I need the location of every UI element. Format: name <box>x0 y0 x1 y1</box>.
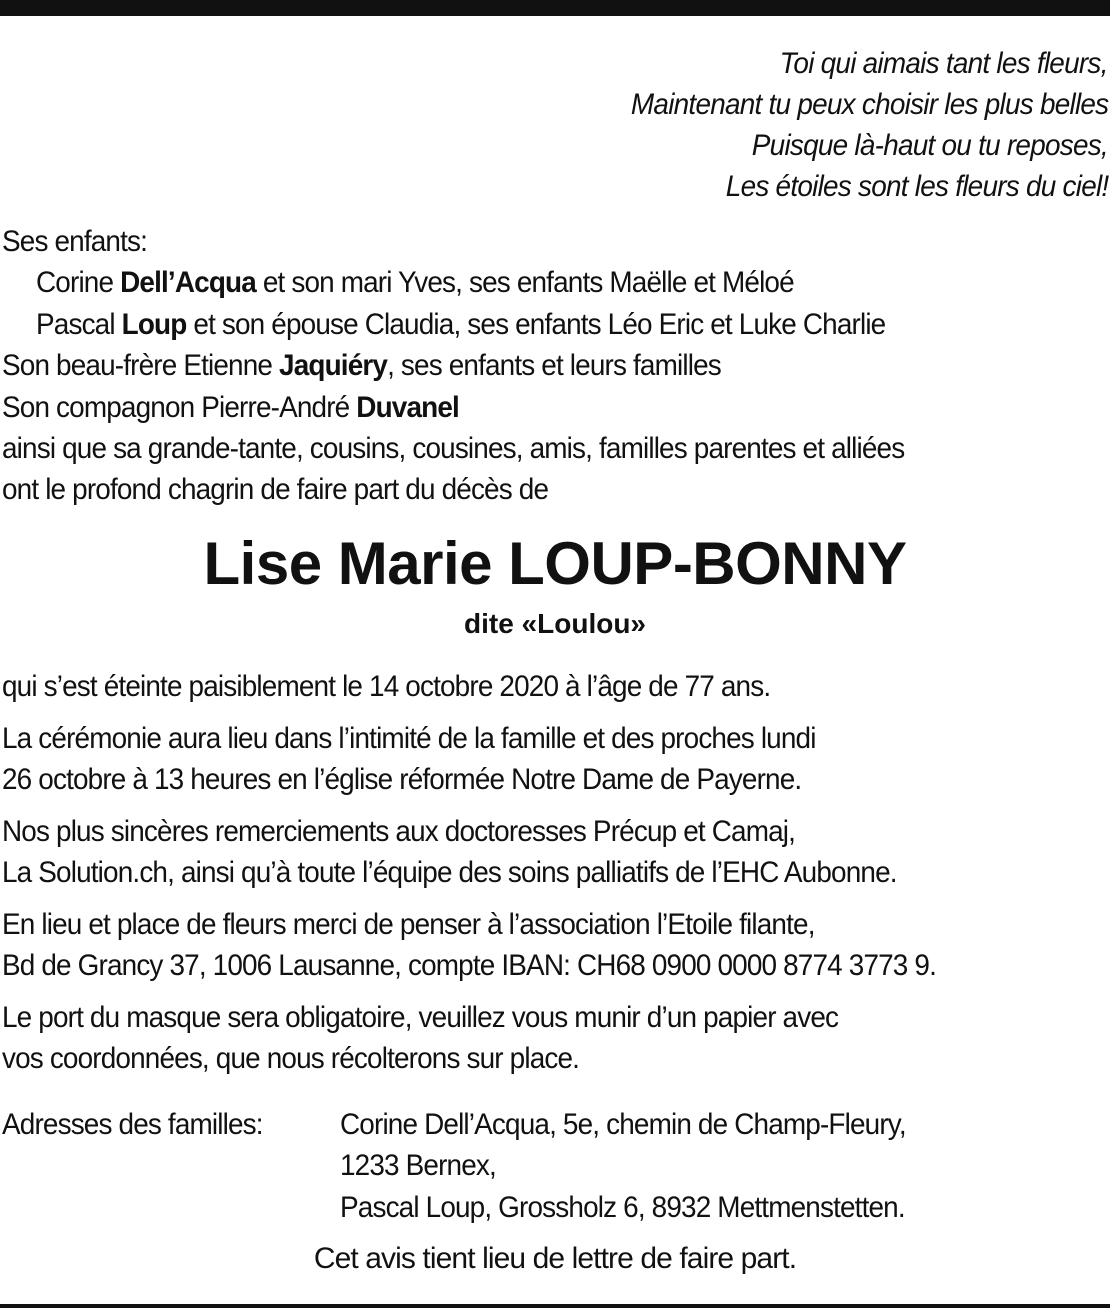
deceased-nickname: dite «Loulou» <box>464 608 646 639</box>
poem-line-3: Puisque là-haut ou tu reposes, <box>751 129 1108 162</box>
companion-surname: Duvanel <box>356 391 459 424</box>
donation-line-2: Bd de Grancy 37, 1006 Lausanne, compte IBAN: CH68 0900 0000 8774 3773 9. <box>2 949 936 982</box>
address-line-3: Pascal Loup, Grossholz 6, 8932 Mettmenstetten. <box>340 1191 905 1224</box>
poem-line-1: Toi qui aimais tant les fleurs, <box>780 47 1108 80</box>
ceremony-line-2: 26 octobre à 13 heures en l’église réformée Notre Dame de Payerne. <box>2 763 802 796</box>
poem-line-4: Les étoiles sont les fleurs du ciel! <box>725 170 1108 203</box>
family-brother-in-law <box>2 345 721 387</box>
mask-line-1: Le port du masque sera obligatoire, veuillez vous munir d’un papier avec <box>2 1001 839 1034</box>
brother-surname: Jaquiéry <box>279 349 388 382</box>
family-companion <box>2 387 459 429</box>
family-announce: ont le profond chagrin de faire part du décès de <box>2 473 549 506</box>
bottom-border-rule <box>0 1304 1110 1308</box>
child-2-suffix: et son épouse Claudia, ses enfants Léo Eric et Luke Charlie <box>186 308 886 341</box>
family-intro: Ses enfants: <box>2 225 148 258</box>
child-2-surname: Loup <box>121 308 187 341</box>
child-1-suffix: et son mari Yves, ses enfants Maëlle et Méloé <box>255 266 794 299</box>
mask-line-2: vos coordonnées, que nous récolterons sur place. <box>2 1042 580 1075</box>
family-others: ainsi que sa grande-tante, cousins, cousines, amis, familles parentes et alliées <box>2 432 905 465</box>
family-child-1 <box>36 262 794 304</box>
child-1-prefix: Corine <box>36 266 121 299</box>
thanks-line-1: Nos plus sincères remerciements aux doctoresses Précup et Camaj, <box>2 815 796 848</box>
brother-suffix: , ses enfants et leurs familles <box>387 349 721 382</box>
donation-line-1: En lieu et place de fleurs merci de penser à l’association l’Etoile filante, <box>2 908 815 941</box>
child-1-surname: Dell’Acqua <box>120 266 256 299</box>
companion-prefix: Son compagnon Pierre-André <box>2 391 357 424</box>
family-child-2 <box>36 304 885 346</box>
brother-prefix: Son beau-frère Etienne <box>2 349 280 382</box>
poem-line-2: Maintenant tu peux choisir les plus belles <box>630 88 1108 121</box>
child-2-prefix: Pascal <box>36 308 122 341</box>
thanks-line-2: La Solution.ch, ainsi qu’à toute l’équipe des soins palliatifs de l’EHC Aubonne. <box>2 856 897 889</box>
closing-statement: Cet avis tient lieu de lettre de faire part. <box>313 1242 797 1275</box>
ceremony-line-1: La cérémonie aura lieu dans l’intimité de la famille et des proches lundi <box>2 722 816 755</box>
passing-text: qui s’est éteinte paisiblement le 14 octobre 2020 à l’âge de 77 ans. <box>2 670 771 703</box>
address-line-1: Corine Dell’Acqua, 5e, chemin de Champ-Fleury, <box>340 1108 906 1141</box>
addresses-label: Adresses des familles: <box>2 1108 263 1141</box>
deceased-name: Lise Marie LOUP-BONNY <box>203 530 907 597</box>
address-line-2: 1233 Bernex, <box>340 1149 496 1182</box>
